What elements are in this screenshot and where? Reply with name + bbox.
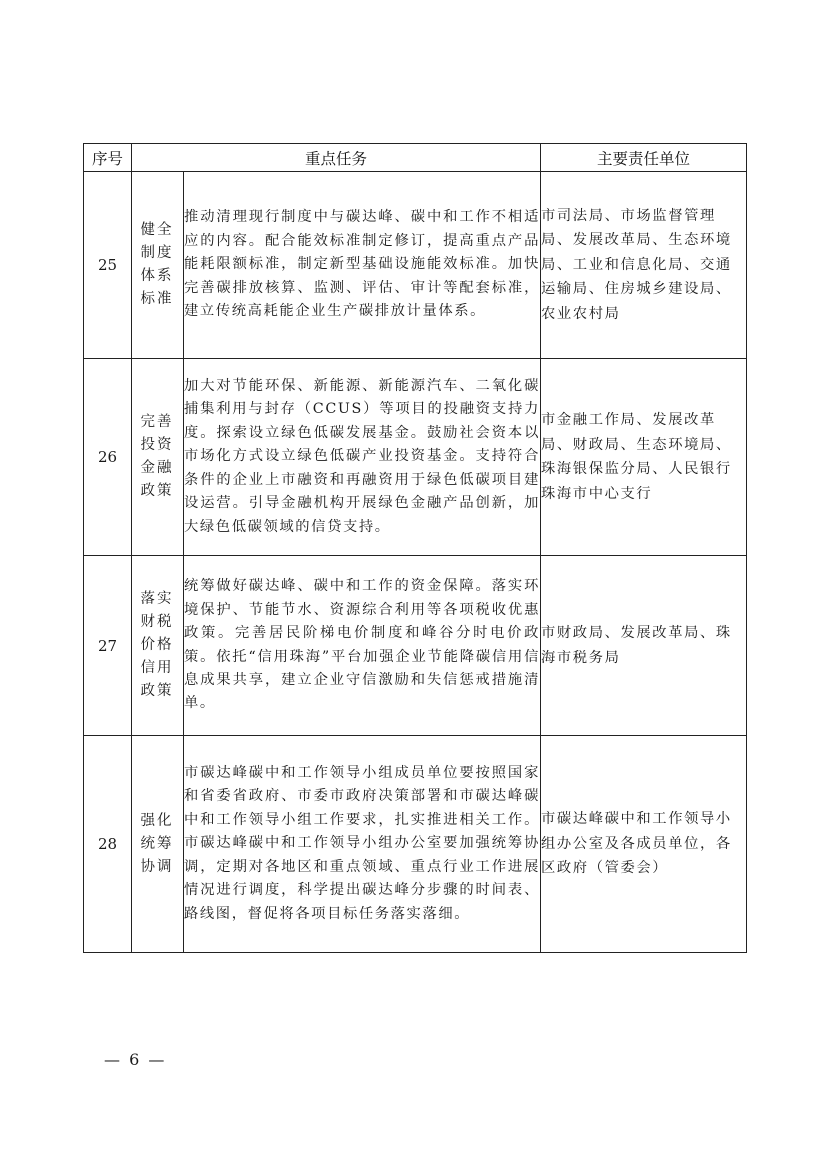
row-number: 25 <box>84 172 132 359</box>
row-category <box>132 172 184 359</box>
page-number: — 6 — <box>104 1050 167 1069</box>
header-key-task: 重点任务 <box>132 144 541 172</box>
row-task: 市碳达峰碳中和工作领导小组成员单位要按照国家和省委省政府、市委市政府决策部署和市碳达峰碳中和工作领导小组工作要求，扎实推进相关工作。市碳达峰碳中和工作领导小组办公室要加强统筹协调，定期对各地区和重点领域、重点行业工作进展情况进行调度，科学提出碳达峰分步骤的时间表、路线图，督促将各项目标任务落实落细。 <box>184 736 541 953</box>
table-row <box>84 556 747 736</box>
row-task: 加大对节能环保、新能源、新能源汽车、二氧化碳捕集利用与封存（CCUS）等项目的投融资支持力度。探索设立绿色低碳发展基金。鼓励社会资本以市场化方式设立绿色低碳产业投资基金。支持符合条件的企业上市融资和再融资用于绿色低碳项目建设运营。引导金融机构开展绿色金融产品创新，加大绿色低碳领域的信贷支持。 <box>184 359 541 556</box>
header-number: 序号 <box>84 144 132 172</box>
row-number: 27 <box>84 556 132 736</box>
row-units: 市司法局、市场监督管理局、发展改革局、生态环境局、工业和信息化局、交通运输局、住房城乡建设局、农业农村局 <box>541 172 747 359</box>
table-header-row <box>84 144 747 172</box>
row-category <box>132 556 184 736</box>
table-row <box>84 172 747 359</box>
row-category-text: 完善投资金融政策 <box>140 414 174 499</box>
row-category-text: 健全制度体系标准 <box>140 222 174 307</box>
row-category <box>132 359 184 556</box>
table-row <box>84 736 747 953</box>
row-units: 市碳达峰碳中和工作领导小组办公室及各成员单位，各区政府（管委会） <box>541 736 747 953</box>
header-responsible-unit: 主要责任单位 <box>541 144 747 172</box>
row-category-text: 落实财税价格信用政策 <box>140 591 174 699</box>
table-row <box>84 359 747 556</box>
task-table <box>83 143 747 953</box>
row-task: 统筹做好碳达峰、碳中和工作的资金保障。落实环境保护、节能节水、资源综合利用等各项税收优惠政策。完善居民阶梯电价制度和峰谷分时电价政策。依托“信用珠海”平台加强企业节能降碳信用信息成果共享，建立企业守信激励和失信惩戒措施清单。 <box>184 556 541 736</box>
row-units: 市金融工作局、发展改革局、财政局、生态环境局、珠海银保监分局、人民银行珠海市中心支行 <box>541 359 747 556</box>
row-category <box>132 736 184 953</box>
row-number: 26 <box>84 359 132 556</box>
row-number: 28 <box>84 736 132 953</box>
row-category-text: 强化统筹协调 <box>140 812 174 875</box>
row-task: 推动清理现行制度中与碳达峰、碳中和工作不相适应的内容。配合能效标准制定修订，提高重点产品能耗限额标准，制定新型基础设施能效标准。加快完善碳排放核算、监测、评估、审计等配套标准，建立传统高耗能企业生产碳排放计量体系。 <box>184 172 541 359</box>
row-units: 市财政局、发展改革局、珠海市税务局 <box>541 556 747 736</box>
